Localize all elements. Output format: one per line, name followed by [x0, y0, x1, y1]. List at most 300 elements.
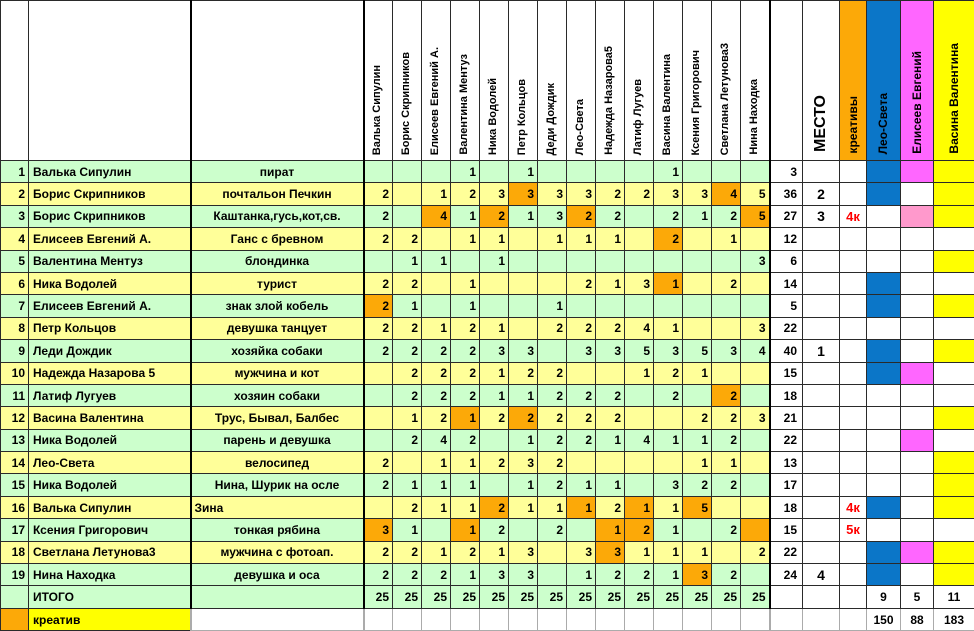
leo-sveta-mark-cell: [867, 228, 901, 250]
creative-mark-cell: [840, 564, 867, 586]
creatives-column-header: [840, 1, 867, 161]
vote-cell: [538, 161, 567, 183]
entrant-name: Петр Кольцов: [29, 317, 191, 339]
creative-mark-cell: [840, 452, 867, 474]
entry-row: [1, 250, 974, 272]
total-points-cell: 22: [770, 541, 803, 563]
vote-cell: 2: [480, 496, 509, 518]
vote-cell: [364, 250, 393, 272]
vasina-mark-cell: [934, 384, 974, 406]
column-total-cell: 25: [422, 586, 451, 608]
creative-row: [1, 608, 974, 630]
vote-cell: [625, 295, 654, 317]
entrant-name: Васина Валентина: [29, 407, 191, 429]
vasina-mark-cell: [934, 317, 974, 339]
row-number: 10: [1, 362, 29, 384]
vote-cell: 1: [538, 295, 567, 317]
place-cell: [803, 161, 840, 183]
vote-cell: 2: [625, 564, 654, 586]
vote-cell: [422, 228, 451, 250]
vote-cell: [451, 250, 480, 272]
vote-cell: [625, 407, 654, 429]
vote-cell: 2: [393, 362, 422, 384]
entry-title: Зина: [191, 496, 364, 518]
row-number: 5: [1, 250, 29, 272]
entrant-name: Валентина Ментуз: [29, 250, 191, 272]
row-number: 6: [1, 272, 29, 294]
vote-cell: 3: [712, 340, 741, 362]
creative-vote-blank: [364, 608, 393, 630]
special-header-label: Елисеев Евгений: [909, 51, 924, 154]
totals-entry-blank: [191, 586, 364, 608]
vote-cell: 1: [596, 429, 625, 451]
vote-cell: 4: [625, 317, 654, 339]
vote-cell: 1: [538, 496, 567, 518]
vote-cell: 1: [654, 161, 683, 183]
place-cell: [803, 496, 840, 518]
entrant-name: Елисеев Евгений А.: [29, 295, 191, 317]
vote-cell: 1: [422, 250, 451, 272]
creative-mark-cell: [840, 384, 867, 406]
vote-cell: [741, 474, 770, 496]
column-total-cell: 25: [712, 586, 741, 608]
vote-cell: 3: [567, 541, 596, 563]
total-points-cell: 17: [770, 474, 803, 496]
creative-row-number: [1, 608, 29, 630]
vote-cell: 3: [480, 564, 509, 586]
vote-cell: [509, 295, 538, 317]
vote-cell: 1: [509, 429, 538, 451]
place-cell: [803, 541, 840, 563]
vote-cell: 3: [654, 340, 683, 362]
vote-cell: 2: [567, 429, 596, 451]
creative-mark-cell: [840, 407, 867, 429]
vote-cell: 2: [567, 384, 596, 406]
eliseev-mark-cell: [901, 429, 934, 451]
vote-cell: [683, 295, 712, 317]
vote-cell: 1: [596, 519, 625, 541]
leo-sveta-mark-cell: [867, 429, 901, 451]
vote-cell: 1: [567, 496, 596, 518]
vote-cell: 1: [538, 228, 567, 250]
entry-row: [1, 519, 974, 541]
entrant-name: Светлана Летунова3: [29, 541, 191, 563]
vote-cell: [654, 295, 683, 317]
column-total-cell: 25: [451, 586, 480, 608]
entry-row: [1, 564, 974, 586]
vote-cell: 2: [451, 317, 480, 339]
special-column-header: [901, 1, 934, 161]
leo-sveta-total: 9: [867, 586, 901, 608]
vote-cell: [741, 564, 770, 586]
voter-column-header: [596, 1, 625, 161]
vote-cell: 3: [625, 272, 654, 294]
vote-cell: 2: [509, 362, 538, 384]
total-points-cell: 5: [770, 295, 803, 317]
leo-sveta-mark-cell: [867, 362, 901, 384]
vote-cell: [712, 161, 741, 183]
vote-cell: 2: [538, 317, 567, 339]
column-total-cell: 25: [654, 586, 683, 608]
creative-entry-blank: [191, 608, 364, 630]
vote-cell: [741, 496, 770, 518]
entry-row: [1, 452, 974, 474]
vote-cell: [422, 295, 451, 317]
total-points-cell: 18: [770, 496, 803, 518]
eliseev-creative-total: 88: [901, 608, 934, 630]
row-number: 11: [1, 384, 29, 406]
voter-column-header: [567, 1, 596, 161]
vote-cell: 1: [451, 564, 480, 586]
vote-cell: [712, 250, 741, 272]
vote-cell: [741, 452, 770, 474]
entry-title: Ганс с бревном: [191, 228, 364, 250]
total-points-cell: 12: [770, 228, 803, 250]
total-points-cell: 27: [770, 205, 803, 227]
totals-sum-blank: [770, 586, 803, 608]
vote-cell: [741, 362, 770, 384]
leo-sveta-mark-cell: [867, 384, 901, 406]
eliseev-mark-cell: [901, 205, 934, 227]
entrant-name: Ника Водолей: [29, 474, 191, 496]
vote-cell: 2: [509, 407, 538, 429]
entry-title: хозяйка собаки: [191, 340, 364, 362]
vote-cell: [509, 519, 538, 541]
vote-cell: [364, 384, 393, 406]
vote-cell: 2: [596, 205, 625, 227]
vote-cell: 2: [538, 384, 567, 406]
leo-sveta-mark-cell: [867, 474, 901, 496]
vote-cell: 2: [712, 407, 741, 429]
vote-cell: 2: [596, 384, 625, 406]
voter-header-label: Лео-Света: [574, 98, 587, 155]
row-number: 12: [1, 407, 29, 429]
vote-cell: 1: [480, 250, 509, 272]
vote-cell: 1: [422, 541, 451, 563]
vote-cell: 3: [654, 183, 683, 205]
vote-cell: 5: [741, 205, 770, 227]
totals-place-blank: [803, 586, 840, 608]
vote-cell: 2: [741, 541, 770, 563]
vote-cell: [567, 295, 596, 317]
voter-header-label: Нина Находка: [747, 79, 760, 155]
vote-cell: 1: [422, 317, 451, 339]
eliseev-mark-cell: [901, 272, 934, 294]
entrant-name: Елисеев Евгений А.: [29, 228, 191, 250]
eliseev-mark-cell: [901, 564, 934, 586]
vote-cell: 2: [654, 228, 683, 250]
entry-title: парень и девушка: [191, 429, 364, 451]
leo-sveta-mark-cell: [867, 452, 901, 474]
entry-row: [1, 183, 974, 205]
special-header-label: Лео-Света: [876, 92, 891, 154]
vote-cell: 2: [451, 541, 480, 563]
total-points-cell: 24: [770, 564, 803, 586]
creative-sum-blank: [770, 608, 803, 630]
entry-row: [1, 429, 974, 451]
voter-header-label: Валентина Ментуз: [458, 54, 471, 155]
creative-mark-cell: [840, 228, 867, 250]
place-cell: 3: [803, 205, 840, 227]
row-number-column-header: [1, 1, 29, 161]
vote-cell: 3: [480, 183, 509, 205]
place-cell: [803, 317, 840, 339]
eliseev-mark-cell: [901, 452, 934, 474]
vote-cell: 1: [451, 228, 480, 250]
vote-cell: 1: [451, 474, 480, 496]
vote-cell: 1: [451, 496, 480, 518]
vote-cell: 2: [654, 384, 683, 406]
vote-cell: 3: [509, 564, 538, 586]
entry-row: [1, 407, 974, 429]
vasina-mark-cell: [934, 362, 974, 384]
column-total-cell: 25: [683, 586, 712, 608]
vote-cell: 2: [393, 429, 422, 451]
entry-row: [1, 362, 974, 384]
total-column-header: [770, 1, 803, 161]
vote-cell: 2: [712, 474, 741, 496]
vote-cell: 2: [451, 384, 480, 406]
vote-cell: 1: [393, 250, 422, 272]
eliseev-mark-cell: [901, 362, 934, 384]
leo-sveta-mark-cell: [867, 519, 901, 541]
vote-cell: 2: [364, 228, 393, 250]
vote-cell: 2: [712, 429, 741, 451]
vote-cell: 2: [683, 474, 712, 496]
voter-header-label: Светлана Летунова3: [719, 42, 732, 155]
entry-title: Каштанка,гусь,кот,св.: [191, 205, 364, 227]
vote-cell: [741, 228, 770, 250]
vote-cell: 1: [480, 384, 509, 406]
vote-cell: 1: [654, 541, 683, 563]
column-total-cell: 25: [393, 586, 422, 608]
vote-cell: 2: [596, 407, 625, 429]
vasina-mark-cell: [934, 474, 974, 496]
vote-cell: 1: [422, 452, 451, 474]
creative-vote-blank: [422, 608, 451, 630]
vote-cell: [712, 295, 741, 317]
place-cell: [803, 295, 840, 317]
vote-cell: [567, 250, 596, 272]
vote-cell: 2: [364, 295, 393, 317]
vote-cell: [567, 519, 596, 541]
leo-sveta-mark-cell: [867, 564, 901, 586]
vote-cell: 3: [509, 452, 538, 474]
vasina-mark-cell: [934, 183, 974, 205]
vote-cell: 3: [741, 317, 770, 339]
creative-vote-blank: [596, 608, 625, 630]
vote-cell: 4: [422, 429, 451, 451]
vote-cell: 2: [364, 452, 393, 474]
vote-cell: 2: [654, 362, 683, 384]
vote-cell: [480, 474, 509, 496]
entry-row: [1, 340, 974, 362]
vote-cell: 1: [654, 564, 683, 586]
creative-mark-cell: [840, 183, 867, 205]
row-number: 18: [1, 541, 29, 563]
total-points-cell: 15: [770, 362, 803, 384]
vote-cell: 1: [451, 519, 480, 541]
voter-header-label: Валька Сипулин: [371, 64, 384, 155]
voter-header-label: Деди Дождик: [545, 82, 558, 155]
vote-cell: [364, 429, 393, 451]
vote-cell: 2: [364, 317, 393, 339]
creative-vote-blank: [538, 608, 567, 630]
vote-cell: 4: [625, 429, 654, 451]
vote-cell: 3: [596, 340, 625, 362]
entry-row: [1, 161, 974, 183]
vote-cell: [654, 407, 683, 429]
creative-mark-cell: [840, 250, 867, 272]
creative-mark-cell: 4к: [840, 205, 867, 227]
creative-vote-blank: [393, 608, 422, 630]
place-cell: [803, 228, 840, 250]
vote-cell: 1: [625, 362, 654, 384]
vote-cell: 2: [567, 407, 596, 429]
eliseev-mark-cell: [901, 340, 934, 362]
vote-cell: [625, 384, 654, 406]
vote-cell: [567, 452, 596, 474]
vote-cell: 2: [538, 452, 567, 474]
vote-cell: 1: [509, 384, 538, 406]
voter-column-header: [741, 1, 770, 161]
entrant-name: Валька Сипулин: [29, 496, 191, 518]
creative-mark-cell: 5к: [840, 519, 867, 541]
vote-cell: [625, 452, 654, 474]
vote-cell: 3: [654, 474, 683, 496]
vote-cell: 1: [683, 362, 712, 384]
leo-sveta-mark-cell: [867, 541, 901, 563]
vote-cell: [683, 250, 712, 272]
vote-cell: [364, 362, 393, 384]
vote-cell: [596, 362, 625, 384]
voter-column-header: [683, 1, 712, 161]
column-total-cell: 25: [364, 586, 393, 608]
entry-row: [1, 317, 974, 339]
vote-cell: 2: [451, 429, 480, 451]
creative-mark-cell: [840, 340, 867, 362]
vote-cell: [480, 161, 509, 183]
vote-cell: [683, 317, 712, 339]
vote-cell: 3: [480, 340, 509, 362]
vote-cell: 1: [451, 407, 480, 429]
vote-cell: 2: [712, 205, 741, 227]
vote-cell: 2: [393, 541, 422, 563]
vote-cell: [683, 519, 712, 541]
totals-label: ИТОГО: [29, 586, 191, 608]
entry-title: блондинка: [191, 250, 364, 272]
row-number: 3: [1, 205, 29, 227]
entry-row: [1, 205, 974, 227]
vote-cell: 4: [741, 340, 770, 362]
voter-header-label: Елисеев Евгений А.: [429, 46, 442, 155]
leo-sveta-creative-total: 150: [867, 608, 901, 630]
vote-cell: [422, 519, 451, 541]
vasina-creative-total: 183: [934, 608, 974, 630]
eliseev-mark-cell: [901, 228, 934, 250]
creative-vote-blank: [654, 608, 683, 630]
column-total-cell: 25: [480, 586, 509, 608]
vote-cell: [625, 161, 654, 183]
vasina-mark-cell: [934, 205, 974, 227]
vote-cell: [683, 272, 712, 294]
vote-cell: [625, 250, 654, 272]
vote-cell: [741, 384, 770, 406]
eliseev-mark-cell: [901, 161, 934, 183]
eliseev-mark-cell: [901, 496, 934, 518]
row-number: 1: [1, 161, 29, 183]
voter-column-header: [480, 1, 509, 161]
vote-cell: [712, 362, 741, 384]
vote-cell: [567, 362, 596, 384]
entrant-name: Борис Скрипников: [29, 183, 191, 205]
voter-column-header: [538, 1, 567, 161]
entrant-name: Ксения Григорович: [29, 519, 191, 541]
vote-cell: 2: [567, 272, 596, 294]
vote-cell: 1: [509, 474, 538, 496]
vote-cell: 2: [422, 564, 451, 586]
creative-vote-blank: [480, 608, 509, 630]
entry-row: [1, 228, 974, 250]
totals-row-number: [1, 586, 29, 608]
vote-cell: 3: [509, 340, 538, 362]
vote-cell: 2: [364, 205, 393, 227]
place-column-header: [803, 1, 840, 161]
vote-cell: 1: [480, 541, 509, 563]
vote-cell: 2: [712, 384, 741, 406]
place-cell: [803, 452, 840, 474]
vote-cell: 2: [654, 205, 683, 227]
vote-cell: [422, 272, 451, 294]
eliseev-mark-cell: [901, 541, 934, 563]
place-cell: [803, 407, 840, 429]
vote-cell: [596, 452, 625, 474]
place-cell: [803, 429, 840, 451]
vote-cell: [596, 295, 625, 317]
entrant-name: Нина Находка: [29, 564, 191, 586]
total-points-cell: 22: [770, 317, 803, 339]
vote-cell: 2: [538, 519, 567, 541]
creative-mark-cell: [840, 317, 867, 339]
vote-cell: 1: [596, 474, 625, 496]
entry-title: хозяин собаки: [191, 384, 364, 406]
vote-cell: 2: [364, 474, 393, 496]
vote-cell: 5: [625, 340, 654, 362]
voter-column-header: [364, 1, 393, 161]
row-number: 17: [1, 519, 29, 541]
vote-cell: [741, 429, 770, 451]
vote-cell: 1: [451, 295, 480, 317]
vasina-mark-cell: [934, 519, 974, 541]
total-points-cell: 36: [770, 183, 803, 205]
place-cell: [803, 519, 840, 541]
entry-title: мужчина и кот: [191, 362, 364, 384]
place-cell: 2: [803, 183, 840, 205]
totals-creative-blank: [840, 586, 867, 608]
vote-cell: [654, 250, 683, 272]
vote-cell: [712, 496, 741, 518]
creative-mark-cell: [840, 161, 867, 183]
vote-cell: 1: [422, 496, 451, 518]
entry-column-header: [191, 1, 364, 161]
vote-cell: [509, 228, 538, 250]
entry-title: девушка и оса: [191, 564, 364, 586]
row-number: 7: [1, 295, 29, 317]
creative-vote-blank: [509, 608, 538, 630]
vote-cell: [509, 250, 538, 272]
voter-header-label: Борис Скрипников: [400, 51, 413, 155]
vote-cell: [683, 384, 712, 406]
